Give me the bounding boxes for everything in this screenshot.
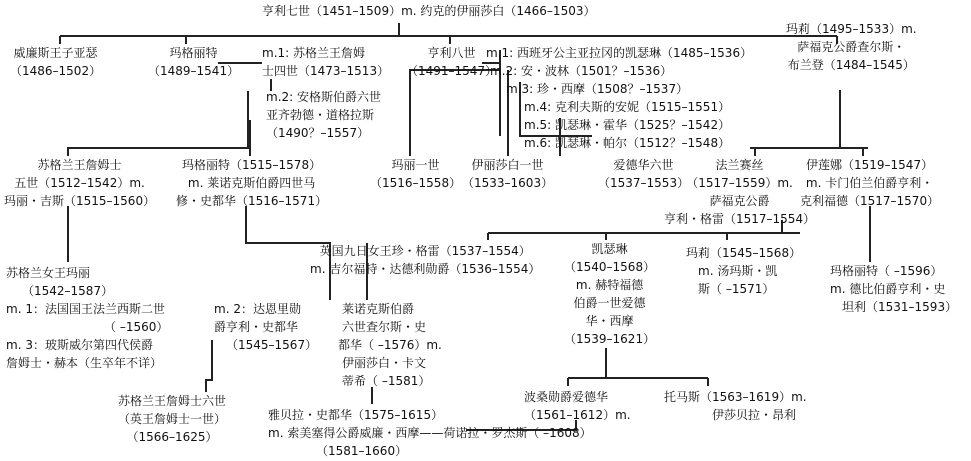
spouse-line: m.3: 珍・西摩（1508？–1537） bbox=[506, 82, 689, 96]
spouse-line: 萨福克公爵查尔斯・ bbox=[797, 40, 906, 54]
name-line: 法兰赛丝 bbox=[715, 158, 764, 172]
name-line: 英国九日女王珍・格雷（1537–1554） bbox=[319, 244, 531, 258]
connector-james5 bbox=[68, 91, 248, 156]
date-line: 五世（1512–1542）m. bbox=[14, 176, 145, 190]
spouse-line: m. 索美塞得公爵威廉・西摩——荷诺拉・罗杰斯（ –1608） bbox=[268, 426, 592, 440]
spouse-line: 伊莎贝拉・昂利 bbox=[712, 408, 797, 422]
date-line: （1542–1587） bbox=[22, 284, 114, 298]
date-line: （1491–1547） bbox=[406, 64, 498, 78]
spouse-line: m.4: 克利夫斯的安妮（1515–1551） bbox=[524, 100, 731, 114]
person-catherine-grey bbox=[564, 240, 655, 348]
spouse-line: m.1: 西班牙公主亚拉冈的凯瑟琳（1485–1536） bbox=[486, 46, 753, 60]
date-line: 都华（ –1576）m. bbox=[338, 338, 442, 352]
person-margaret-clifford bbox=[830, 262, 957, 316]
name-line: 雅贝拉・史都华（1575–1615） bbox=[268, 408, 444, 422]
date-line: （1516–1558） bbox=[370, 176, 462, 190]
date-line: （1490？–1557） bbox=[266, 126, 370, 140]
spouse-line: 萨福克公爵 bbox=[709, 194, 770, 208]
name-line: 玛莉（1495–1533）m. bbox=[786, 22, 917, 36]
person-jane-grey bbox=[310, 242, 540, 278]
spouse-line: m. 汤玛斯・凯 bbox=[698, 264, 778, 278]
spouse-line: m. 3：玻斯威尔第四代侯爵 bbox=[6, 338, 153, 352]
spouse-line: 蒂希（ –1581） bbox=[342, 374, 431, 388]
spouse-line: 詹姆士・赫本（生卒年不详） bbox=[6, 356, 163, 370]
person-mary-grey bbox=[686, 244, 801, 298]
date-line: （1566–1625） bbox=[126, 430, 218, 444]
name-line: 凯瑟琳 bbox=[591, 242, 628, 256]
person-henry8 bbox=[406, 44, 497, 80]
name-line: 苏格兰王詹姆士六世 bbox=[118, 394, 227, 408]
person-margaret-tudor bbox=[148, 44, 239, 80]
date-line: （1517–1559）m. bbox=[686, 176, 793, 190]
name-line: 托马斯（1563–1619）m. bbox=[664, 390, 807, 404]
person-thomas bbox=[664, 388, 807, 424]
name-line: （英王詹姆士一世） bbox=[118, 412, 227, 426]
date-line: （ –1560） bbox=[104, 320, 169, 334]
name-line: 玛格丽特 bbox=[169, 46, 218, 60]
name-line: 苏格兰女王玛丽 bbox=[6, 266, 91, 280]
person-eleanor bbox=[800, 156, 939, 210]
person-arthur bbox=[10, 44, 101, 80]
name-line: 玛格丽特（ –1596） bbox=[830, 264, 943, 278]
person-james5 bbox=[4, 156, 155, 210]
person-henry8-wives bbox=[486, 44, 752, 152]
spouse-line: m. 1：法国国王法兰西斯二世 bbox=[6, 302, 165, 316]
date-line: （1537–1553） bbox=[598, 176, 690, 190]
name-line: 莱诺克斯伯爵 bbox=[342, 302, 415, 316]
spouse-line: m. 2：达恩里勋 bbox=[214, 302, 301, 316]
spouse-line: m. 吉尔福特・达德利勋爵（1536–1554） bbox=[310, 262, 541, 276]
person-elizabeth1 bbox=[462, 156, 553, 192]
date-line: （1581–1660） bbox=[316, 444, 408, 458]
date-line: （1486–1502） bbox=[10, 64, 102, 78]
name-line: m.2: 安格斯伯爵六世 bbox=[266, 90, 381, 104]
name-line: 玛莉（1545–1568） bbox=[686, 246, 802, 260]
date-line: （1539–1621） bbox=[564, 332, 656, 346]
date-line: （1540–1568） bbox=[564, 260, 656, 274]
person-angus bbox=[266, 88, 381, 142]
date-line: （1533–1603） bbox=[462, 176, 554, 190]
date-line: （1489–1541） bbox=[148, 64, 240, 78]
spouse-line: m. 卡门伯兰伯爵亨利・ bbox=[805, 176, 934, 190]
person-frances bbox=[664, 156, 815, 228]
person-mary-stuart bbox=[6, 264, 168, 372]
name-line: 苏格兰王詹姆士 bbox=[37, 158, 122, 172]
spouse-line: m. 赫特福德 bbox=[575, 278, 644, 292]
name-line: 亚齐勃德・道格拉斯 bbox=[266, 108, 375, 122]
spouse-line: 亨利・格雷（1517–1554） bbox=[664, 212, 816, 226]
name-line: 玛丽一世 bbox=[391, 158, 440, 172]
person-darnley bbox=[214, 300, 317, 354]
person-james6 bbox=[118, 392, 226, 446]
connector-mary-stuart-darnley bbox=[206, 355, 212, 392]
spouse-line: 爵亨利・史都华 bbox=[214, 320, 299, 334]
person-margaret-douglas bbox=[176, 156, 327, 210]
person-mary-rose bbox=[786, 20, 917, 74]
spouse-line: 玛丽・吉斯（1515–1560） bbox=[4, 194, 156, 208]
name-line: 亨利七世（1451–1509）m. 约克的伊丽莎白（1466–1503） bbox=[262, 4, 596, 18]
spouse-line: m.6: 凯瑟琳・帕尔（1512？–1548） bbox=[524, 136, 731, 150]
person-mary1 bbox=[370, 156, 461, 192]
spouse-line: m. 德比伯爵亨利・史 bbox=[830, 282, 946, 296]
name-line: 波桑勋爵爱德华 bbox=[524, 390, 609, 404]
person-james4 bbox=[262, 44, 389, 80]
name-line: 六世查尔斯・史 bbox=[342, 320, 427, 334]
name-line: m.1: 苏格兰王詹姆 bbox=[262, 46, 365, 60]
name-line: 爱德华六世 bbox=[613, 158, 674, 172]
spouse-line: 伯爵一世爱德 bbox=[573, 296, 646, 310]
date-line: （1545–1567） bbox=[226, 338, 318, 352]
person-charles-lennox bbox=[338, 300, 442, 390]
person-henry7 bbox=[262, 2, 595, 20]
name-line: 亨利八世 bbox=[427, 46, 476, 60]
spouse-line: 华・西摩 bbox=[585, 314, 634, 328]
spouse-line: 修・史都华（1516–1571） bbox=[176, 194, 328, 208]
spouse-line: m.2: 安・波林（1501？–1536） bbox=[490, 64, 673, 78]
date-line: （1561–1612）m. bbox=[524, 408, 631, 422]
spouse-line: 坦利（1531–1593） bbox=[842, 300, 958, 314]
name-line: 伊丽莎白一世 bbox=[471, 158, 544, 172]
spouse-line: 伊丽莎白・卡文 bbox=[342, 356, 427, 370]
spouse-line: 克利福德（1517–1570） bbox=[800, 194, 940, 208]
name-line: 玛格丽特（1515–1578） bbox=[182, 158, 322, 172]
name-line: 威廉斯王子亚瑟 bbox=[13, 46, 98, 60]
spouse-line: m. 莱诺克斯伯爵四世马 bbox=[187, 176, 316, 190]
spouse-line: m.5: 凯瑟琳・霍华（1525？–1542） bbox=[524, 118, 731, 132]
name-line: 伊莲娜（1519–1547） bbox=[806, 158, 934, 172]
spouse-line: 布兰登（1484–1545） bbox=[787, 58, 915, 72]
spouse-line: 斯（ –1571） bbox=[698, 282, 775, 296]
person-arbella bbox=[268, 406, 592, 460]
date-line: 士四世（1473–1513） bbox=[262, 64, 390, 78]
